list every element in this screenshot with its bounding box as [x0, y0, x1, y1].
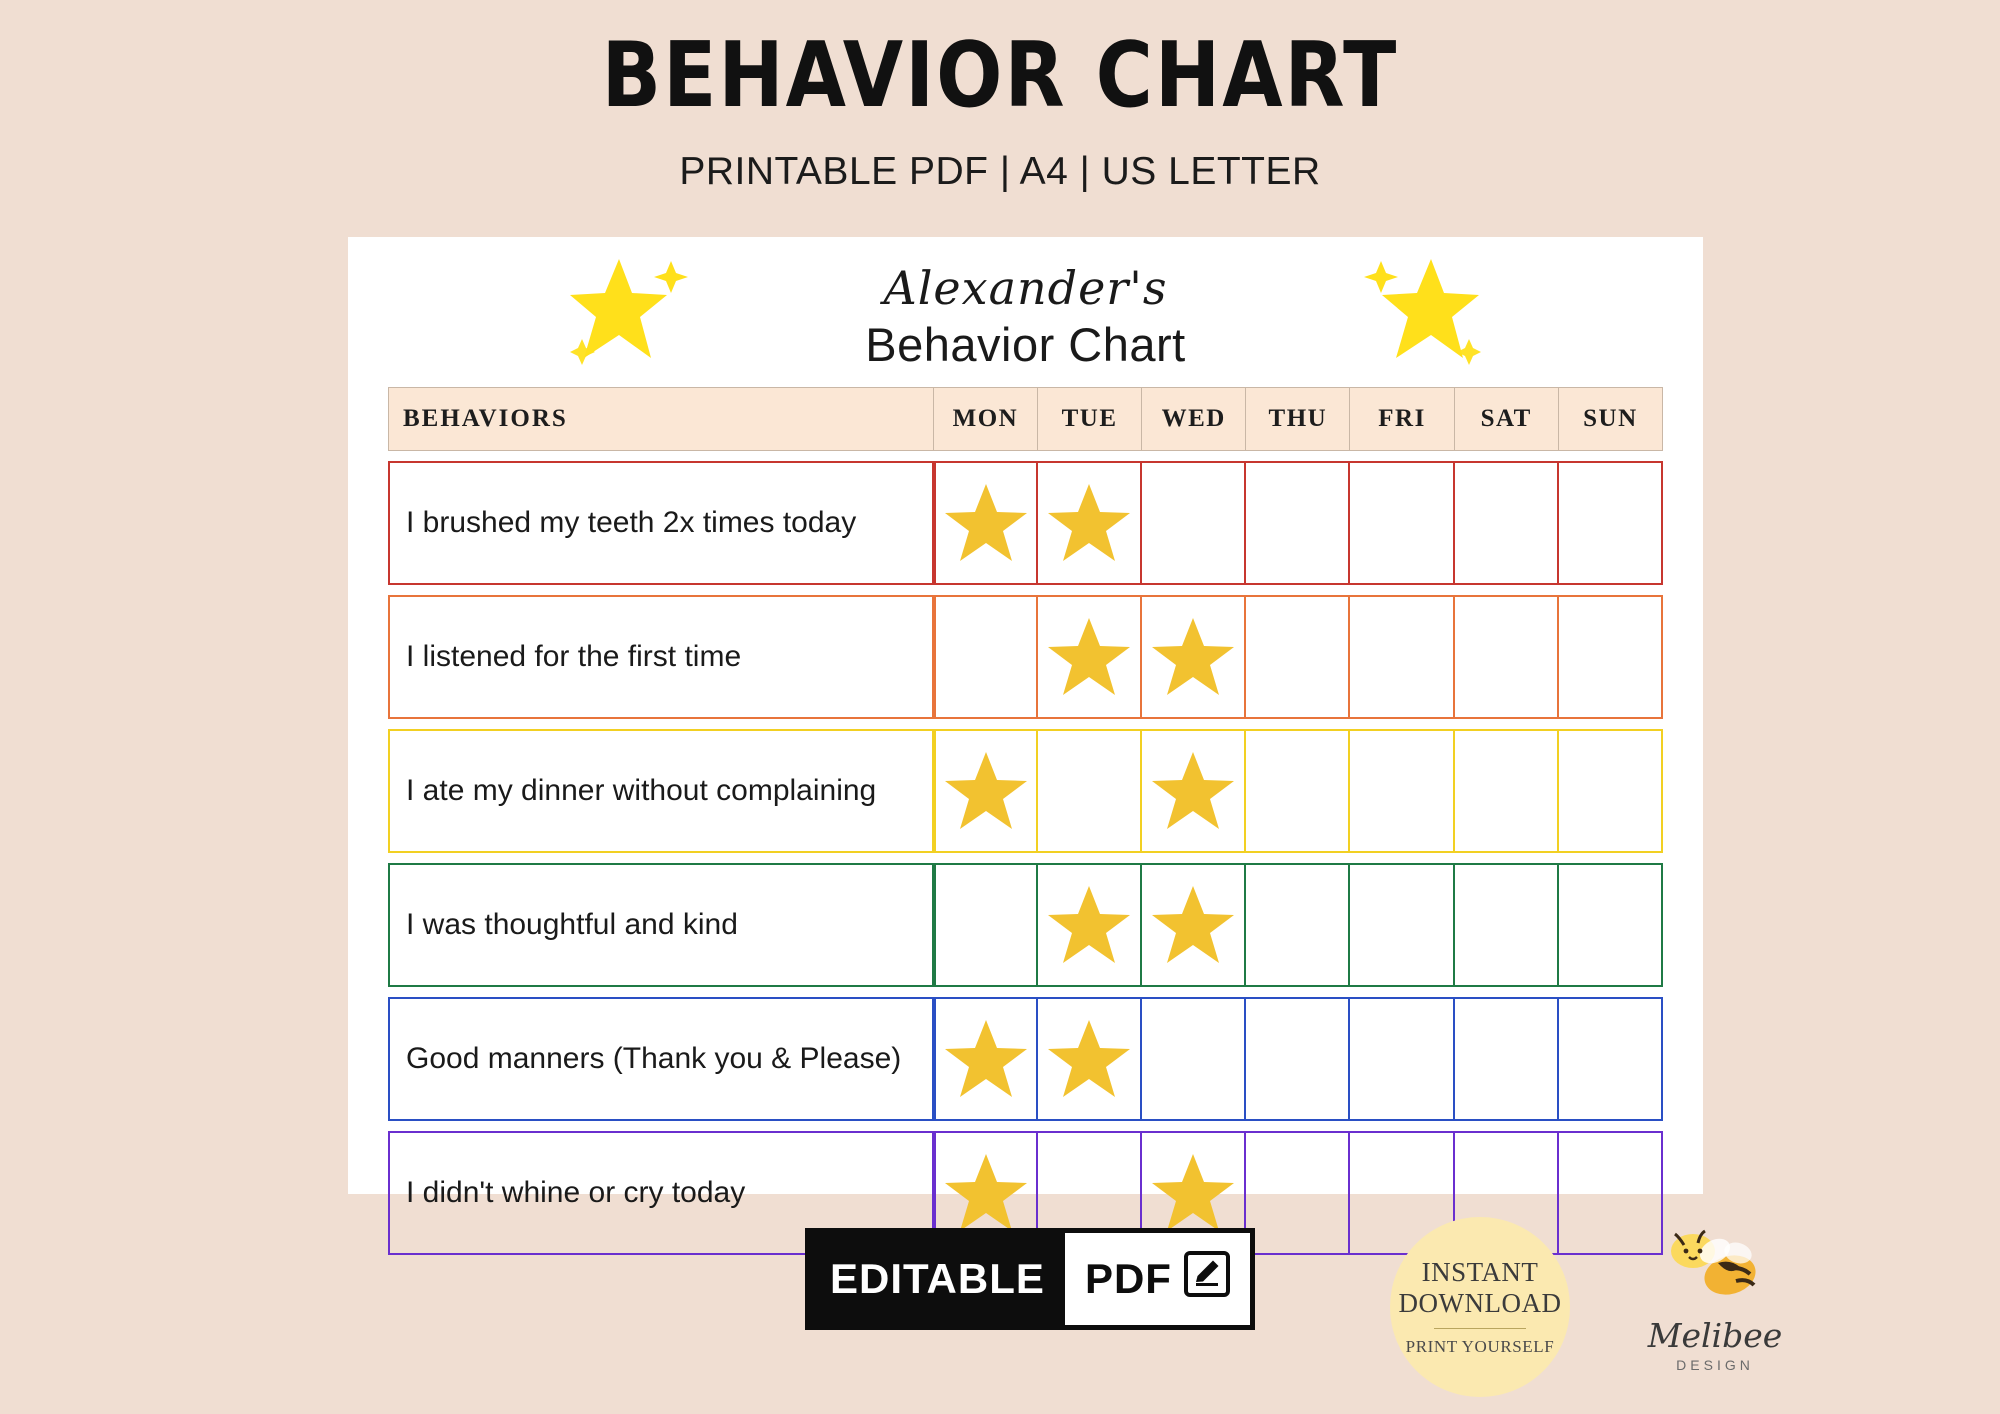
checkbox-cell-fri[interactable]	[1350, 461, 1454, 585]
behavior-label-cell: I listened for the first time	[388, 595, 934, 719]
star-icon	[943, 750, 1029, 832]
column-header-wed: WED	[1142, 387, 1246, 451]
checkbox-cell-sat[interactable]	[1455, 863, 1559, 987]
checkbox-cell-thu[interactable]	[1246, 863, 1350, 987]
column-header-sun: SUN	[1559, 387, 1663, 451]
table-header-row	[388, 387, 1663, 451]
column-header-behaviors: BEHAVIORS	[388, 387, 934, 451]
checkbox-cell-sun[interactable]	[1559, 461, 1663, 585]
checkbox-cell-sat[interactable]	[1455, 595, 1559, 719]
instant-download-badge	[1390, 1217, 1570, 1397]
page-subtitle: PRINTABLE PDF | A4 | US LETTER	[679, 149, 1321, 193]
checkbox-cell-fri[interactable]	[1350, 595, 1454, 719]
chart-subtitle: Behavior Chart	[865, 317, 1186, 371]
star-icon	[570, 255, 690, 370]
checkbox-cell-tue[interactable]	[1038, 595, 1142, 719]
checkbox-cell-mon[interactable]	[934, 863, 1038, 987]
pencil-edit-icon	[1184, 1251, 1230, 1307]
brand-block	[1600, 1229, 1830, 1373]
star-icon	[1150, 750, 1236, 832]
star-icon	[1150, 616, 1236, 698]
behavior-label-cell: Good manners (Thank you & Please)	[388, 997, 934, 1121]
checkbox-cell-mon[interactable]	[934, 461, 1038, 585]
table-row	[388, 729, 1663, 853]
sheet-title-block	[348, 237, 1703, 387]
brand-name: Melibee	[1647, 1316, 1783, 1355]
checkbox-cell-mon[interactable]	[934, 595, 1038, 719]
star-icon	[943, 482, 1029, 564]
pdf-label: PDF	[1084, 1255, 1172, 1302]
star-icon	[1361, 255, 1481, 370]
column-header-sat: SAT	[1455, 387, 1559, 451]
checkbox-cell-sat[interactable]	[1455, 997, 1559, 1121]
sheet-title	[865, 260, 1186, 372]
behavior-label-cell: I ate my dinner without complaining	[388, 729, 934, 853]
row-spacer	[388, 853, 1663, 863]
column-header-mon: MON	[934, 387, 1038, 451]
page-header	[0, 0, 2000, 194]
star-icon	[1046, 482, 1132, 564]
checkbox-cell-sun[interactable]	[1559, 595, 1663, 719]
printable-sheet	[348, 237, 1703, 1209]
row-spacer	[388, 987, 1663, 997]
instant-download-label: INSTANT DOWNLOAD	[1398, 1256, 1562, 1318]
pdf-label-group	[1065, 1233, 1250, 1325]
table-row	[388, 461, 1663, 585]
star-icon	[1046, 1018, 1132, 1100]
row-spacer	[388, 1121, 1663, 1131]
checkbox-cell-wed[interactable]	[1142, 729, 1246, 853]
behavior-label-cell: I didn't whine or cry today	[388, 1131, 934, 1255]
checkbox-cell-fri[interactable]	[1350, 863, 1454, 987]
checkbox-cell-thu[interactable]	[1246, 729, 1350, 853]
column-header-tue: TUE	[1038, 387, 1142, 451]
checkbox-cell-sun[interactable]	[1559, 863, 1663, 987]
row-spacer	[388, 451, 1663, 461]
divider	[1434, 1328, 1526, 1329]
checkbox-cell-tue[interactable]	[1038, 729, 1142, 853]
row-spacer	[388, 719, 1663, 729]
table-row	[388, 595, 1663, 719]
behavior-label-cell: I brushed my teeth 2x times today	[388, 461, 934, 585]
brand-tagline: DESIGN	[1676, 1357, 1754, 1373]
checkbox-cell-sat[interactable]	[1455, 729, 1559, 853]
checkbox-cell-thu[interactable]	[1246, 595, 1350, 719]
behavior-table	[388, 387, 1663, 1255]
checkbox-cell-mon[interactable]	[934, 729, 1038, 853]
checkbox-cell-tue[interactable]	[1038, 461, 1142, 585]
checkbox-cell-thu[interactable]	[1246, 997, 1350, 1121]
column-header-fri: FRI	[1350, 387, 1454, 451]
checkbox-cell-tue[interactable]	[1038, 997, 1142, 1121]
print-yourself-label: PRINT YOURSELF	[1405, 1337, 1555, 1357]
page-title: BEHAVIOR CHART	[601, 24, 1399, 128]
star-icon	[1150, 884, 1236, 966]
checkbox-cell-fri[interactable]	[1350, 997, 1454, 1121]
star-icon	[943, 1018, 1029, 1100]
checkbox-cell-fri[interactable]	[1350, 729, 1454, 853]
row-spacer	[388, 585, 1663, 595]
checkbox-cell-mon[interactable]	[934, 997, 1038, 1121]
checkbox-cell-sat[interactable]	[1455, 461, 1559, 585]
editable-pdf-badge	[805, 1228, 1255, 1330]
checkbox-cell-tue[interactable]	[1038, 863, 1142, 987]
star-icon	[1046, 884, 1132, 966]
behavior-label-cell: I was thoughtful and kind	[388, 863, 934, 987]
page-footer	[0, 1215, 2000, 1395]
checkbox-cell-thu[interactable]	[1246, 461, 1350, 585]
checkbox-cell-wed[interactable]	[1142, 595, 1246, 719]
behavior-table-wrapper	[388, 387, 1663, 1255]
table-row	[388, 863, 1663, 987]
checkbox-cell-sun[interactable]	[1559, 997, 1663, 1121]
child-name: Alexander's	[883, 260, 1168, 315]
table-row	[388, 997, 1663, 1121]
checkbox-cell-wed[interactable]	[1142, 997, 1246, 1121]
checkbox-cell-wed[interactable]	[1142, 461, 1246, 585]
bee-icon	[1660, 1294, 1770, 1311]
editable-label: EDITABLE	[810, 1233, 1065, 1325]
column-header-thu: THU	[1246, 387, 1350, 451]
star-icon	[1046, 616, 1132, 698]
checkbox-cell-wed[interactable]	[1142, 863, 1246, 987]
checkbox-cell-sun[interactable]	[1559, 729, 1663, 853]
